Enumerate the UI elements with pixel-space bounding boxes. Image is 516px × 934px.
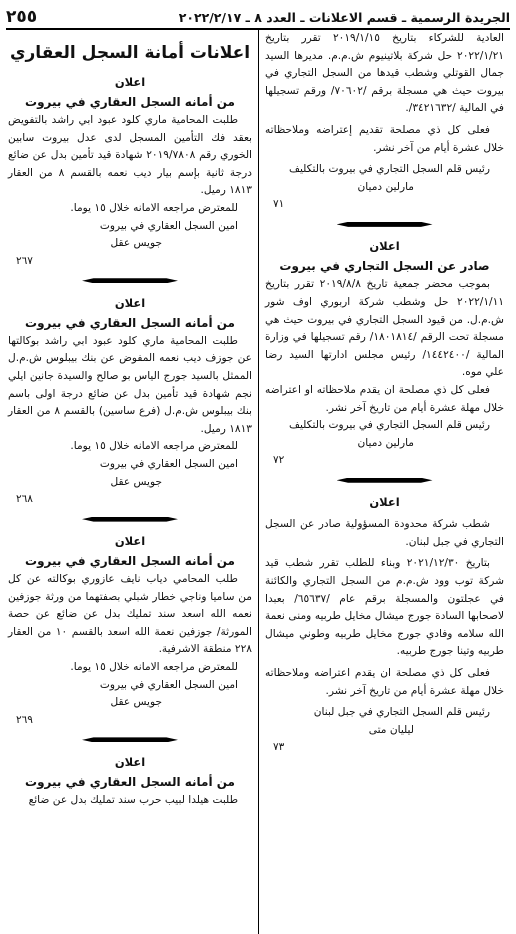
- notice-subtitle: من أمانه السجل العقاري في بيروت: [25, 774, 235, 789]
- separator: [265, 472, 504, 488]
- signature-title: امين السجل العقاري في بيروت: [99, 457, 238, 470]
- signature-title: امين السجل العقاري في بيروت: [99, 219, 238, 232]
- separator: [265, 216, 504, 232]
- notice-subtitle: من أمانه السجل العقاري في بيروت: [25, 554, 235, 569]
- signature-name: مارلين دميان: [357, 436, 414, 449]
- separator: [8, 511, 252, 527]
- notice-title: اعلان: [114, 295, 146, 310]
- notice-subtitle: صادر عن السجل التجاري في بيروت: [279, 259, 490, 274]
- notice-number: ٢٦٧: [16, 254, 33, 267]
- signature-name: جويس عقل: [110, 475, 162, 488]
- notice-title: اعلان: [114, 754, 146, 769]
- notice-number: ٧٣: [273, 741, 285, 754]
- signature-name: جويس عقل: [110, 237, 162, 250]
- notice-objection: فعلى كل ذي مصلحة ان يقدم ملاحظاته او اعتراضه خلال مهلة عشرة أيام من تاريخ آخر نشر.: [265, 383, 504, 414]
- section-title: اعلانات أمانة السجل العقاري: [9, 43, 251, 63]
- page-number: ٢٥٥: [6, 7, 38, 27]
- notice-title: اعلان: [369, 239, 400, 254]
- signature-title: امين السجل العقاري في بيروت: [99, 678, 238, 691]
- separator: [8, 732, 252, 748]
- notice-number: ٢٦٨: [16, 493, 33, 506]
- notice-title: اعلان: [114, 534, 146, 549]
- notice-objection: فعلى كل ذي مصلحة ان يقدم اعتراضه وملاحظاته خلال مهلة عشرة أيام من تاريخ آخر نشر.: [265, 667, 504, 697]
- signature-name: ليليان متى: [368, 723, 414, 736]
- signature-name: جويس عقل: [110, 696, 162, 709]
- separator: [8, 273, 252, 289]
- notice-objection: للمعترض مراجعه الامانه خلال ١٥ يوما.: [70, 440, 238, 453]
- notice-subtitle: من أمانه السجل العقاري في بيروت: [25, 315, 235, 330]
- columns: [6, 30, 510, 934]
- notice-text: طلبت المحامية ماري كلود عبود ابي راشد بالتفويض بعقد فك التأمين المسجل لدى عدل بيروت سابين الخوري رقم ٢٠١٩/٧٨٠٨ شهادة قيد تأمين بدل عن ضائع درجة ثانية بإسم بيار ديب نعمه بالقسم ٨ من العقار ١٨١٣ رميل.: [8, 114, 252, 197]
- notice-number: ٧٢: [273, 454, 285, 467]
- notice-text: العادية للشركاء بتاريخ ٢٠١٩/١/١٥ تقرر بتاريخ ٢٠٢٢/١/٢١ حل شركة بلاتينيوم ش.م.م. مديرها السيد جمال القوتلي وشطب قيدها من السجل التجاري في بيروت حيث هي مسجلة برقم /٧٠٦٠٢/ ورقم تسجيلها في المالية /٣٤٢١٦٣٢/.: [265, 32, 504, 115]
- signature-title: رئيس قلم السجل التجاري في بيروت بالتكليف: [288, 419, 490, 432]
- notice-title: اعلان: [114, 75, 146, 89]
- notice-text: بتاريخ ٢٠٢١/١٢/٣٠ وبناء للطلب تقرر شطب قيد شركة توب وود ش.م.م من السجل التجاري والكائنة في عجلتون والمسجلة برقم عام /٦٥٦٣٧/ بعبدا لاصحابها السادة جورج ميشال مخايل طربيه ومنى نعمة الله سلامه وفادي جورج مخايل طربيه وطوني ميشال طربيه وتينا جورج طربيه.: [265, 557, 504, 658]
- notice-objection: للمعترض مراجعه الامانه خلال ١٥ يوما.: [70, 201, 238, 214]
- signature-title: رئيس قلم السجل التجاري في بيروت بالتكليف: [288, 163, 490, 176]
- notice-text: طلبت المحامية ماري كلود عبود ابي راشد بوكالتها عن جوزف ديب نعمه المفوض عن بنك بيبلوس ش.م.ل الممثل بالسيد جورج الياس بو صالح والسيدة جانين ايلي نجم شهادة قيد تأمين بدل عن ضائع درجة اولى باسم بنك بيبلوس ش.م.ل (فرع ساسين) بالقسم ٨ من العقار ١٨١٣ رميل.: [8, 334, 252, 435]
- header-title: الجريدة الرسمية ـ قسم الاعلانات ـ العدد ٨ ـ ٢٠٢٢/٢/١٧: [178, 9, 510, 25]
- notice-title: اعلان: [369, 495, 400, 510]
- notice-number: ٧١: [273, 198, 285, 211]
- notice-text: شطب شركة محدودة المسؤولية صادر عن السجل التجاري في جبل لبنان.: [265, 518, 504, 548]
- notice-objection: للمعترض مراجعه الامانه خلال ١٥ يوما.: [70, 661, 238, 674]
- page-header: [6, 6, 510, 30]
- signature-title: رئيس قلم السجل التجاري في جبل لبنان: [313, 706, 490, 719]
- left-column: [6, 30, 258, 934]
- notice-text: طلبت هيلدا لبيب حرب سند تمليك بدل عن ضائع: [28, 793, 238, 806]
- notice-text: بموجب محضر جمعية تاريخ ٢٠١٩/٨/٨ تقرر بتاريخ ٢٠٢٢/١/١١ حل وشطب شركة اربوري اوف شور ش.م.ل. من قيود السجل التجاري في بيروت حيث هي مسجلة تحت الرقم /١٨٠١٨١٤/ رقم تسجيلها في وزارة المالية /١٤٤٢٤٠٠/ رئيس مجلس ادارتها السيد رضا علي موه.: [265, 278, 504, 379]
- notice-text: طلب المحامي دياب نايف عازوري بوكالته عن كل من ساميا وناجي خطار شبلي بصفتهما من ورثة جوزفين نعمه الله اسعد سند تمليك بدل عن ضائع عن حصة المورثة/ جوزفين نعمة الله اسعد بالقسم ١٠ من العقار ٢٢٨ منطقة الاشرفية.: [8, 573, 252, 656]
- notice-subtitle: من أمانه السجل العقاري في بيروت: [25, 95, 235, 109]
- signature-name: مارلين دميان: [357, 180, 414, 193]
- notice-objection: فعلى كل ذي مصلحة تقديم إعتراضه وملاحظاته خلال عشرة أيام من آخر نشر.: [265, 123, 504, 154]
- right-column: [258, 30, 510, 934]
- notice-number: ٢٦٩: [16, 713, 33, 726]
